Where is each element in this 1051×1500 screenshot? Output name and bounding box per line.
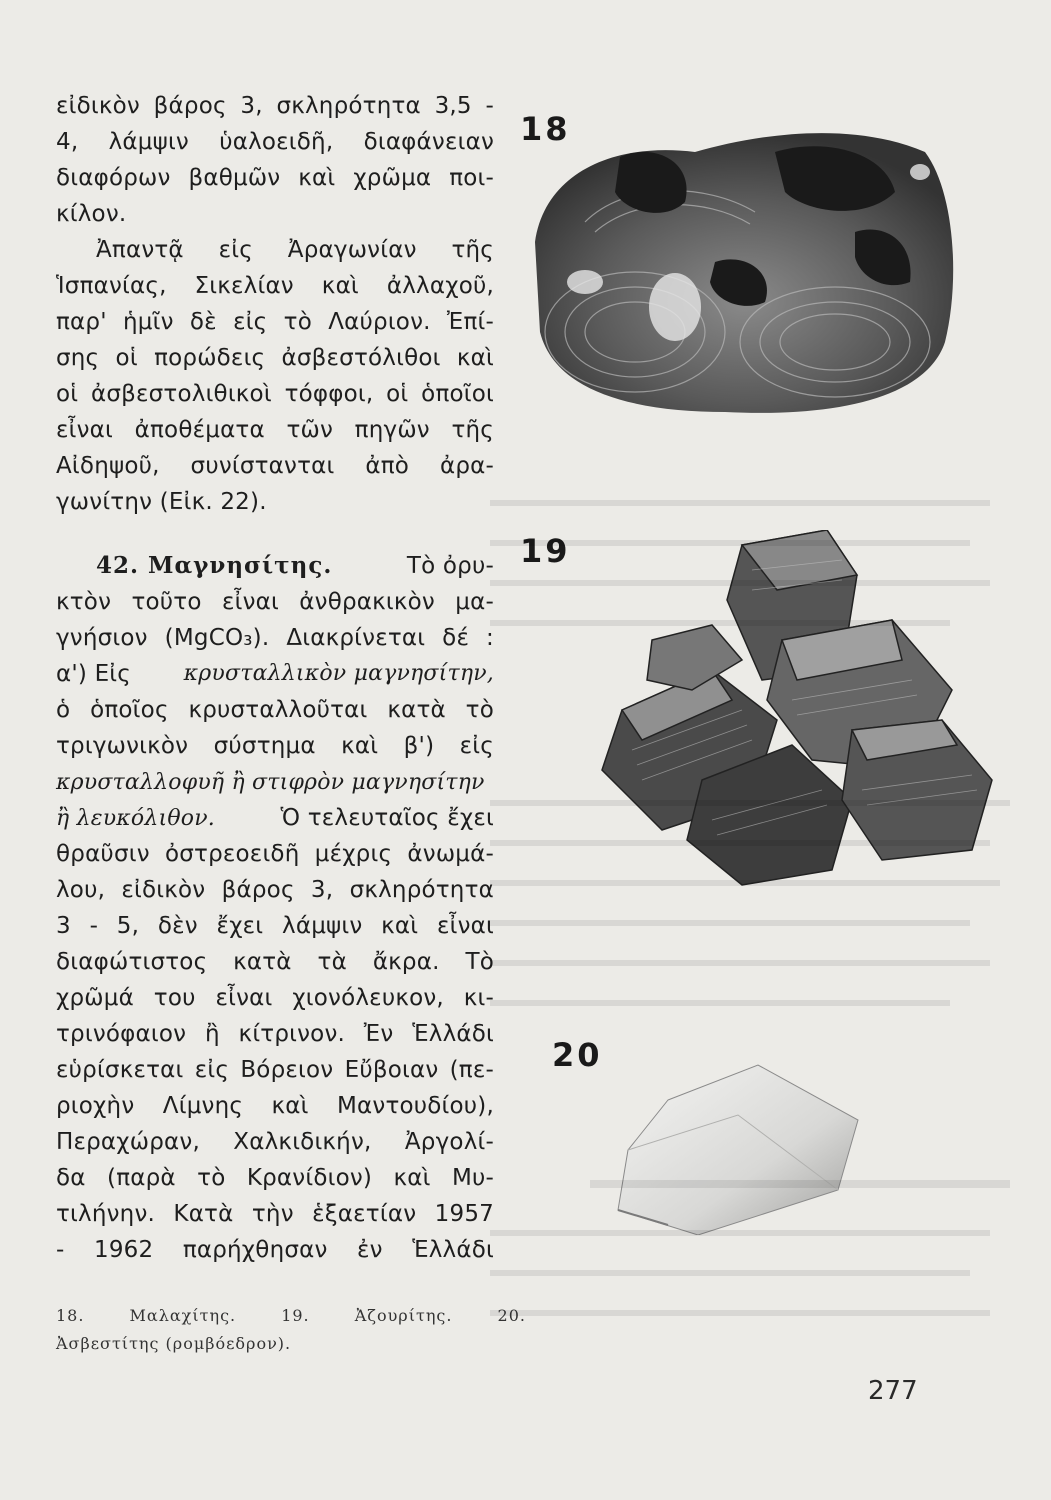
text-fragment: α') Εἰς xyxy=(56,661,131,687)
text-line: διαφόρων βαθμῶν καὶ χρῶμα ποι- xyxy=(56,165,494,191)
text-line: δα (παρὰ τὸ Κρανίδιον) καὶ Μυ- xyxy=(56,1165,494,1191)
caption-line: Ἀσβεστίτης (ρομβόεδρον). xyxy=(56,1334,292,1353)
text-line: Ἱσπανίας, Σικελίαν καὶ ἀλλαχοῦ, xyxy=(56,273,494,299)
show-through-texture xyxy=(470,480,1030,1360)
text-line: εἰδικὸν βάρος 3, σκληρότητα 3,5 - xyxy=(56,93,494,119)
text-line: εἶναι ἀποθέματα τῶν πηγῶν τῆς xyxy=(56,417,494,443)
text-line: Περαχώραν, Χαλκιδικήν, Ἀργολί- xyxy=(56,1129,494,1155)
caption-line: 18. Μαλαχίτης. 19. Ἀζουρίτης. 20. xyxy=(56,1306,526,1325)
section-heading-line xyxy=(56,548,494,584)
text-line: - 1962 παρήχθησαν ἐν Ἑλλάδι xyxy=(56,1237,494,1263)
italic-term: ἢ λευκόλιθον. xyxy=(56,806,215,831)
text-line xyxy=(56,800,494,836)
text-line: λου, εἰδικὸν βάρος 3, σκληρότητα xyxy=(56,877,494,903)
figure-captions xyxy=(56,1302,526,1358)
text-line: 4, λάμψιν ὑαλοειδῆ, διαφάνειαν xyxy=(56,129,494,155)
text-line: γνήσιον (MgCO₃). Διακρίνεται δέ : xyxy=(56,625,494,651)
section-heading: 42. Μαγνησίτης. xyxy=(96,552,333,579)
text-line: θραῦσιν ὀστρεοειδῆ μέχρις ἀνωμά- xyxy=(56,841,494,867)
italic-term: κρυσταλλικὸν μαγνησίτην, xyxy=(183,661,494,686)
text-line: χρῶμά του εἶναι χιονόλευκον, κι- xyxy=(56,985,494,1011)
figure-20-label: 20 xyxy=(552,1036,603,1074)
text-line xyxy=(56,764,494,800)
text-line: τριγωνικὸν σύστημα καὶ β') εἰς xyxy=(56,733,494,759)
text-line: Αἰδηψοῦ, συνίστανται ἀπὸ ἀρα- xyxy=(56,453,494,479)
text-line: κτὸν τοῦτο εἶναι ἀνθρακικὸν μα- xyxy=(56,589,494,615)
text-line: τιλήνην. Κατὰ τὴν ἑξαετίαν 1957 xyxy=(56,1201,494,1227)
text-line: κίλον. xyxy=(56,201,127,227)
text-line: ριοχὴν Λίμνης καὶ Μαντουδίου), xyxy=(56,1093,494,1119)
text-line: τρινόφαιον ἢ κίτρινον. Ἐν Ἑλλάδι xyxy=(56,1021,494,1047)
text-line: γωνίτην (Εἰκ. 22). xyxy=(56,489,267,515)
figure-18-label: 18 xyxy=(520,110,571,148)
main-text-column xyxy=(56,88,494,1268)
text-line: ὁ ὁποῖος κρυσταλλοῦται κατὰ τὸ xyxy=(56,697,494,723)
page-number: 277 xyxy=(868,1376,918,1406)
text-line: εὑρίσκεται εἰς Βόρειον Εὔβοιαν (πε- xyxy=(56,1057,494,1083)
figure-19-label: 19 xyxy=(520,532,571,570)
section-heading-rest: Τὸ ὀρυ- xyxy=(406,553,494,579)
italic-term: κρυσταλλοφυῆ ἢ στιφρὸν μαγνησίτην xyxy=(56,770,485,795)
text-line: Ἀπαντᾷ εἰς Ἀραγωνίαν τῆς xyxy=(96,237,494,263)
malachite-specimen-image xyxy=(525,112,965,432)
text-fragment: Ὁ τελευταῖος ἔχει xyxy=(280,805,494,831)
text-line: σης οἱ πορώδεις ἀσβεστόλιθοι καὶ xyxy=(56,345,494,371)
text-line xyxy=(56,656,494,692)
text-line: παρ' ἡμῖν δὲ εἰς τὸ Λαύριον. Ἐπί- xyxy=(56,309,494,335)
text-line: οἱ ἀσβεστολιθικοὶ τόφφοι, οἱ ὁποῖοι xyxy=(56,381,494,407)
text-line: 3 - 5, δὲν ἔχει λάμψιν καὶ εἶναι xyxy=(56,913,494,939)
text-line: διαφώτιστος κατὰ τὰ ἄκρα. Τὸ xyxy=(56,949,494,975)
